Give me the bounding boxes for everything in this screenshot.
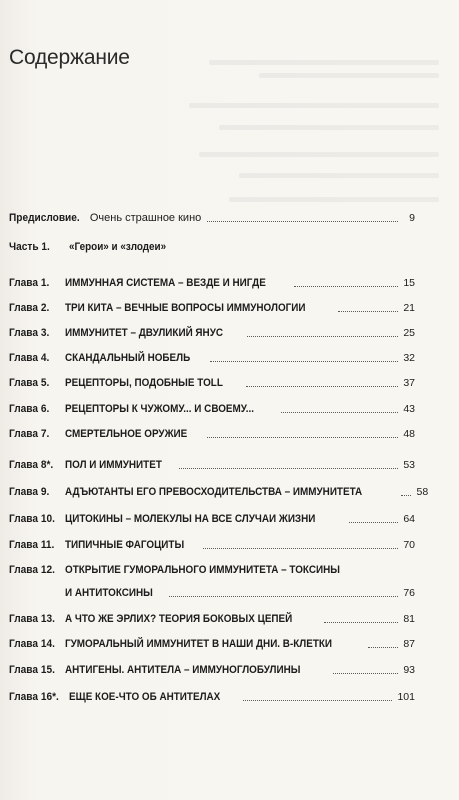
toc-chapter[interactable] — [9, 612, 415, 626]
chapter-label: Глава 13. — [9, 613, 55, 625]
toc-chapter[interactable] — [9, 402, 415, 416]
page-number: 87 — [403, 638, 415, 650]
toc-chapter[interactable] — [9, 301, 415, 315]
dot-leader — [294, 286, 398, 287]
dot-leader — [247, 336, 398, 337]
chapter-label: Глава 1. — [9, 277, 50, 289]
dot-leader — [169, 596, 398, 597]
dot-leader — [246, 386, 398, 387]
toc-chapter[interactable] — [9, 663, 415, 677]
page-number: 48 — [403, 428, 415, 440]
toc-chapter[interactable] — [9, 427, 415, 441]
chapter-title: ОТКРЫТИЕ ГУМОРАЛЬНОГО ИММУНИТЕТА – ТОКСИНЫ — [65, 564, 340, 576]
toc-chapter[interactable] — [9, 512, 415, 526]
chapter-label: Глава 2. — [9, 302, 50, 314]
dot-leader — [333, 673, 398, 674]
toc-part-1[interactable] — [9, 240, 415, 254]
chapter-title: АДЪЮТАНТЫ ЕГО ПРЕВОСХОДИТЕЛЬСТВА – ИММУНИТЕТА — [65, 486, 363, 498]
page-number: 64 — [403, 513, 415, 525]
chapter-title: РЕЦЕПТОРЫ К ЧУЖОМУ... И СВОЕМУ... — [65, 403, 254, 415]
chapter-title: СМЕРТЕЛЬНОЕ ОРУЖИЕ — [65, 428, 188, 440]
chapter-title: А ЧТО ЖЕ ЭРЛИХ? ТЕОРИЯ БОКОВЫХ ЦЕПЕЙ — [65, 613, 293, 625]
dot-leader — [203, 548, 398, 549]
toc-chapter[interactable] — [9, 351, 415, 365]
page-number: 81 — [403, 613, 415, 625]
chapter-label: Глава 4. — [9, 352, 50, 364]
page-number: 9 — [409, 212, 415, 224]
dot-leader — [179, 468, 398, 469]
part-label: Часть 1. — [9, 241, 50, 253]
chapter-title: ПОЛ И ИММУНИТЕТ — [65, 459, 162, 471]
page-number: 32 — [403, 352, 415, 364]
page-number: 101 — [397, 691, 415, 703]
chapter-title: ГУМОРАЛЬНЫЙ ИММУНИТЕТ В НАШИ ДНИ. B-КЛЕТКИ — [65, 638, 333, 650]
dot-leader — [281, 412, 398, 413]
page-number: 43 — [403, 403, 415, 415]
page-title: Содержание — [9, 46, 130, 69]
chapter-title: ТИПИЧНЫЕ ФАГОЦИТЫ — [65, 539, 185, 551]
chapter-label: Глава 8*. — [9, 459, 54, 471]
dot-leader — [401, 495, 411, 496]
toc-chapter[interactable] — [9, 276, 415, 290]
chapter-title: ИММУНИТЕТ – ДВУЛИКИЙ ЯНУС — [65, 327, 224, 339]
chapter-label: Глава 9. — [9, 486, 50, 498]
page-number: 76 — [403, 587, 415, 599]
toc-chapter[interactable] — [9, 376, 415, 390]
chapter-label: Глава 3. — [9, 327, 50, 339]
toc-chapter[interactable] — [9, 458, 415, 472]
chapter-title: ЦИТОКИНЫ – МОЛЕКУЛЫ НА ВСЕ СЛУЧАИ ЖИЗНИ — [65, 513, 316, 525]
dot-leader — [324, 622, 398, 623]
chapter-label: Глава 12. — [9, 564, 55, 576]
chapter-title: РЕЦЕПТОРЫ, ПОДОБНЫЕ TOLL — [65, 377, 223, 389]
part-title: «Герои» и «злодеи» — [69, 241, 167, 253]
page-number: 21 — [403, 302, 415, 314]
page-number: 15 — [403, 277, 415, 289]
chapter-label: Глава 7. — [9, 428, 50, 440]
dot-leader — [210, 361, 398, 362]
chapter-label: Глава 15. — [9, 664, 55, 676]
chapter-title: ЕЩЕ КОЕ-ЧТО ОБ АНТИТЕЛАХ — [69, 691, 221, 703]
chapter-label: Глава 6. — [9, 403, 50, 415]
chapter-title: АНТИГЕНЫ. АНТИТЕЛА – ИММУНОГЛОБУЛИНЫ — [65, 664, 301, 676]
chapter-title: ТРИ КИТА – ВЕЧНЫЕ ВОПРОСЫ ИММУНОЛОГИИ — [65, 302, 306, 314]
page-number: 37 — [403, 377, 415, 389]
toc-chapter[interactable] — [9, 485, 429, 499]
dot-leader — [207, 437, 398, 438]
page-number: 70 — [403, 539, 415, 551]
chapter-label: Глава 5. — [9, 377, 50, 389]
page-number: 25 — [403, 327, 415, 339]
dot-leader — [349, 522, 398, 523]
chapter-label: Глава 14. — [9, 638, 55, 650]
chapter-label: Глава 16*. — [9, 691, 59, 703]
toc-chapter-continuation[interactable] — [65, 586, 415, 600]
dot-leader — [338, 311, 398, 312]
dot-leader — [207, 221, 398, 222]
toc-chapter[interactable] — [9, 690, 415, 704]
preface-label: Предисловие. — [9, 212, 80, 224]
chapter-title-continued: И АНТИТОКСИНЫ — [65, 587, 153, 599]
chapter-label: Глава 10. — [9, 513, 55, 525]
toc-chapter[interactable] — [9, 326, 415, 340]
toc-preface[interactable] — [9, 211, 415, 225]
chapter-title: СКАНДАЛЬНЫЙ НОБЕЛЬ — [65, 352, 191, 364]
preface-title: Очень страшное кино — [89, 212, 202, 224]
chapter-title: ИММУННАЯ СИСТЕМА – ВЕЗДЕ И НИГДЕ — [65, 277, 266, 289]
toc-chapter[interactable] — [9, 538, 415, 552]
page-number: 53 — [403, 459, 415, 471]
dot-leader — [243, 700, 392, 701]
page-number: 58 — [416, 486, 429, 498]
toc-chapter[interactable] — [9, 637, 415, 651]
toc-chapter[interactable] — [9, 563, 415, 577]
dot-leader — [368, 647, 398, 648]
page-number: 93 — [403, 664, 415, 676]
chapter-label: Глава 11. — [9, 539, 55, 551]
